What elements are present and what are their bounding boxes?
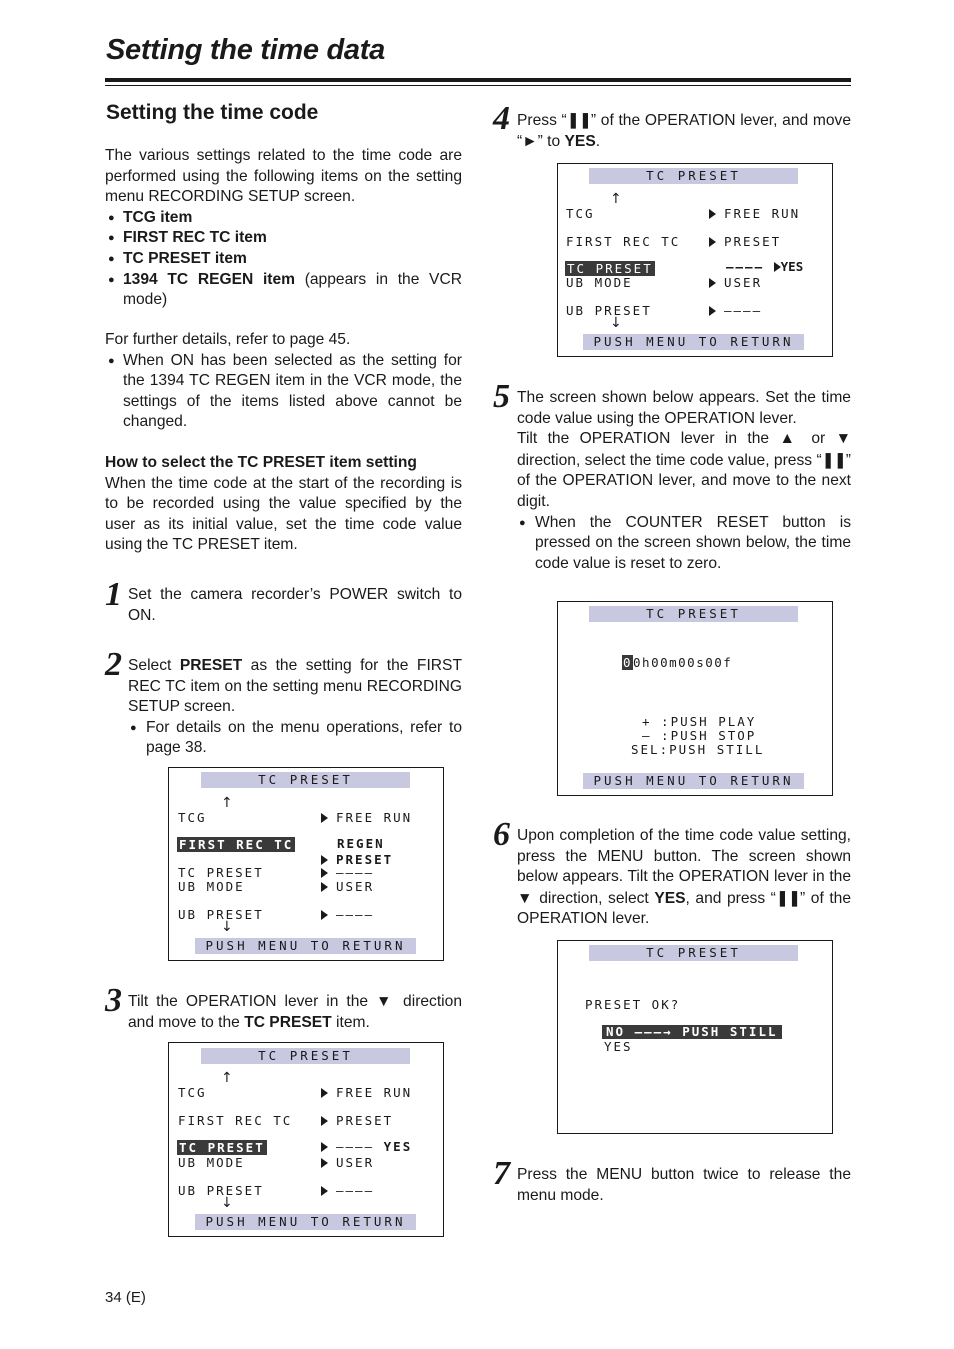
- menu-label-tcg: TCG: [178, 1085, 207, 1100]
- cursor-triangle-icon: [321, 882, 328, 892]
- pause-icon: ❚❚: [566, 111, 591, 129]
- menu-value: FREE RUN: [709, 207, 800, 221]
- step-6-text: Upon completion of the time code value setting, press the MENU button. The screen shown below appears. Tilt the OPERATION lever in the ▼ direction, select YES, and press “❚❚” of the OPERATION lever.: [517, 827, 852, 928]
- cursor-triangle-icon: [321, 813, 328, 823]
- step-1-text: Set the camera recorder’s POWER switch to ON.: [128, 586, 462, 624]
- note: ● When ON has been selected as the setting for the 1394 TC REGEN item in the VCR mode, the settings of the items listed above cannot be changed.: [105, 351, 462, 433]
- menu-label-ub-preset: UB PRESET: [178, 1183, 264, 1198]
- reference-text: For further details, refer to page 45.: [105, 331, 351, 348]
- list-item: ● TC PRESET item: [105, 249, 462, 270]
- step-number-3: 3: [105, 982, 122, 1019]
- step-2-text: Select PRESET as the setting for the FIRST REC TC item on the setting menu RECORDING SETUP screen. ● For details on the menu operations, refer to page 38.: [128, 656, 462, 759]
- cursor-triangle-icon: [321, 1088, 328, 1098]
- menu-value: PRESET: [709, 235, 781, 249]
- screen-footer: PUSH MENU TO RETURN: [195, 938, 416, 954]
- howto-heading: How to select the TC PRESET item setting: [105, 454, 417, 471]
- menu-label-tc-preset: TC PRESET: [567, 261, 653, 276]
- step-number-2: 2: [105, 646, 122, 683]
- step-4-text: Press “❚❚” of the OPERATION lever, and move “►” to YES.: [517, 111, 851, 150]
- reference-block: [105, 330, 462, 433]
- list-item: ● TCG item: [105, 208, 462, 229]
- menu-label-first-rec-tc: FIRST REC TC: [566, 234, 681, 249]
- intro-text: The various settings related to the time code are performed using the following items on the setting menu RECORDING SETUP screen.: [105, 147, 462, 206]
- step-5-text: The screen shown below appears. Set the time code value using the OPERATION lever. Tilt the OPERATION lever in the ▲ or ▼ direction, select the time code value, press “❚❚” of the OPERATION lever, and move to the next digit. ● When the COUNTER RESET button is pressed on the screen shown below, the time code value is reset to zero.: [517, 388, 851, 574]
- screen-title: TC PRESET: [589, 168, 798, 184]
- menu-label-tc-preset: TC PRESET: [178, 865, 264, 880]
- digit-cursor: 0: [623, 655, 633, 670]
- section-title: Setting the time code: [106, 101, 319, 124]
- menu-value: ––––: [321, 1184, 374, 1198]
- step-number-7: 7: [493, 1155, 510, 1192]
- title-rule: [105, 78, 851, 82]
- list-item: ● FIRST REC TC item: [105, 228, 462, 249]
- cursor-triangle-icon: [321, 910, 328, 920]
- menu-screen-preset-confirm: [557, 940, 833, 1134]
- pause-icon: ❚❚: [821, 450, 846, 469]
- menu-value: USER: [709, 276, 762, 290]
- step-number-5: 5: [493, 378, 510, 415]
- step-number-4: 4: [493, 100, 510, 137]
- screen-title: TC PRESET: [201, 772, 410, 788]
- menu-value: ––––: [321, 908, 374, 922]
- menu-value: PRESET: [321, 1114, 393, 1128]
- menu-label-ub-preset: UB PRESET: [566, 303, 652, 318]
- hint-plus: + :PUSH PLAY: [642, 714, 757, 729]
- cursor-triangle-icon: [709, 306, 716, 316]
- menu-label-tcg: TCG: [566, 206, 595, 221]
- page-number: 34 (E): [105, 1289, 146, 1306]
- howto-text: When the time code at the start of the recording is to be recorded using the value specified by the user as its initial value, set the time code value using the TC PRESET item.: [105, 474, 462, 554]
- menu-screen-tc-preset: [168, 1042, 444, 1237]
- menu-value-regen: REGEN: [337, 836, 385, 851]
- step-number-6: 6: [493, 816, 510, 853]
- cursor-triangle-icon: [321, 868, 328, 878]
- option-yes: YES: [604, 1039, 633, 1054]
- step-2-note: ● For details on the menu operations, refer to page 38.: [128, 718, 462, 759]
- hint-sel: SEL:PUSH STILL: [631, 742, 765, 757]
- cursor-triangle-icon: [321, 855, 328, 865]
- cursor-triangle-icon: [321, 1186, 328, 1196]
- scroll-up-icon: ↑: [221, 1070, 233, 1086]
- menu-label-first-rec-tc: FIRST REC TC: [179, 837, 294, 852]
- menu-label-ub-mode: UB MODE: [178, 1155, 245, 1170]
- cursor-triangle-icon: [321, 1158, 328, 1168]
- hint-minus: – :PUSH STOP: [642, 728, 757, 743]
- option-no-selected: NO –––→ PUSH STILL: [602, 1025, 782, 1039]
- scroll-up-icon: ↑: [221, 795, 233, 811]
- step-5-note: ● When the COUNTER RESET button is pressed on the screen shown below, the time code value is reset to zero.: [517, 513, 851, 575]
- menu-label-ub-mode: UB MODE: [566, 275, 633, 290]
- menu-label-first-rec-tc: FIRST REC TC: [178, 1113, 293, 1128]
- step-3-text: Tilt the OPERATION lever in the ▼ direction and move to the TC PRESET item.: [128, 993, 462, 1031]
- screen-title: TC PRESET: [589, 945, 798, 961]
- cursor-triangle-icon: [774, 262, 781, 272]
- scroll-down-icon: ↓: [610, 315, 622, 331]
- menu-screen-first-rec-tc: [168, 767, 444, 961]
- menu-label-ub-preset: UB PRESET: [178, 907, 264, 922]
- intro-block: [105, 146, 462, 311]
- cursor-triangle-icon: [709, 237, 716, 247]
- title-rule-thin: [105, 85, 851, 86]
- confirm-question: PRESET OK?: [585, 997, 681, 1012]
- menu-screen-select-yes: [557, 163, 833, 357]
- menu-value: USER: [321, 880, 374, 894]
- howto-block: [105, 453, 462, 556]
- menu-value: PRESET: [321, 853, 393, 867]
- menu-value: FREE RUN: [321, 811, 412, 825]
- menu-label-tcg: TCG: [178, 810, 207, 825]
- screen-footer: PUSH MENU TO RETURN: [195, 1214, 416, 1230]
- screen-footer: PUSH MENU TO RETURN: [583, 334, 804, 350]
- cursor-triangle-icon: [709, 209, 716, 219]
- step-number-1: 1: [105, 576, 122, 613]
- cursor-triangle-icon: [321, 1142, 328, 1152]
- step-7-text: Press the MENU button twice to release the menu mode.: [517, 1166, 851, 1204]
- list-item: ● 1394 TC REGEN item (appears in the VCR mode): [105, 270, 462, 311]
- menu-label-ub-mode: UB MODE: [178, 879, 245, 894]
- page-title: Setting the time data: [106, 34, 385, 66]
- screen-title: TC PRESET: [589, 606, 798, 622]
- scroll-down-icon: ↓: [221, 1195, 233, 1211]
- pause-icon: ❚❚: [775, 888, 801, 907]
- scroll-down-icon: ↓: [221, 919, 233, 935]
- menu-value: USER: [321, 1156, 374, 1170]
- menu-value: ––––: [709, 304, 762, 318]
- screen-title: TC PRESET: [201, 1048, 410, 1064]
- scroll-up-icon: ↑: [610, 191, 622, 207]
- time-code-value: 00h00m00s00f: [623, 655, 733, 670]
- menu-value: ––––: [321, 866, 374, 880]
- cursor-triangle-icon: [709, 278, 716, 288]
- menu-screen-time-code-entry: [557, 601, 833, 796]
- menu-value-selected: –––– YES: [726, 259, 804, 274]
- menu-value: –––– YES: [321, 1140, 412, 1154]
- screen-footer: PUSH MENU TO RETURN: [583, 773, 804, 789]
- menu-label-tc-preset: TC PRESET: [179, 1140, 265, 1155]
- menu-value: FREE RUN: [321, 1086, 412, 1100]
- cursor-triangle-icon: [321, 1116, 328, 1126]
